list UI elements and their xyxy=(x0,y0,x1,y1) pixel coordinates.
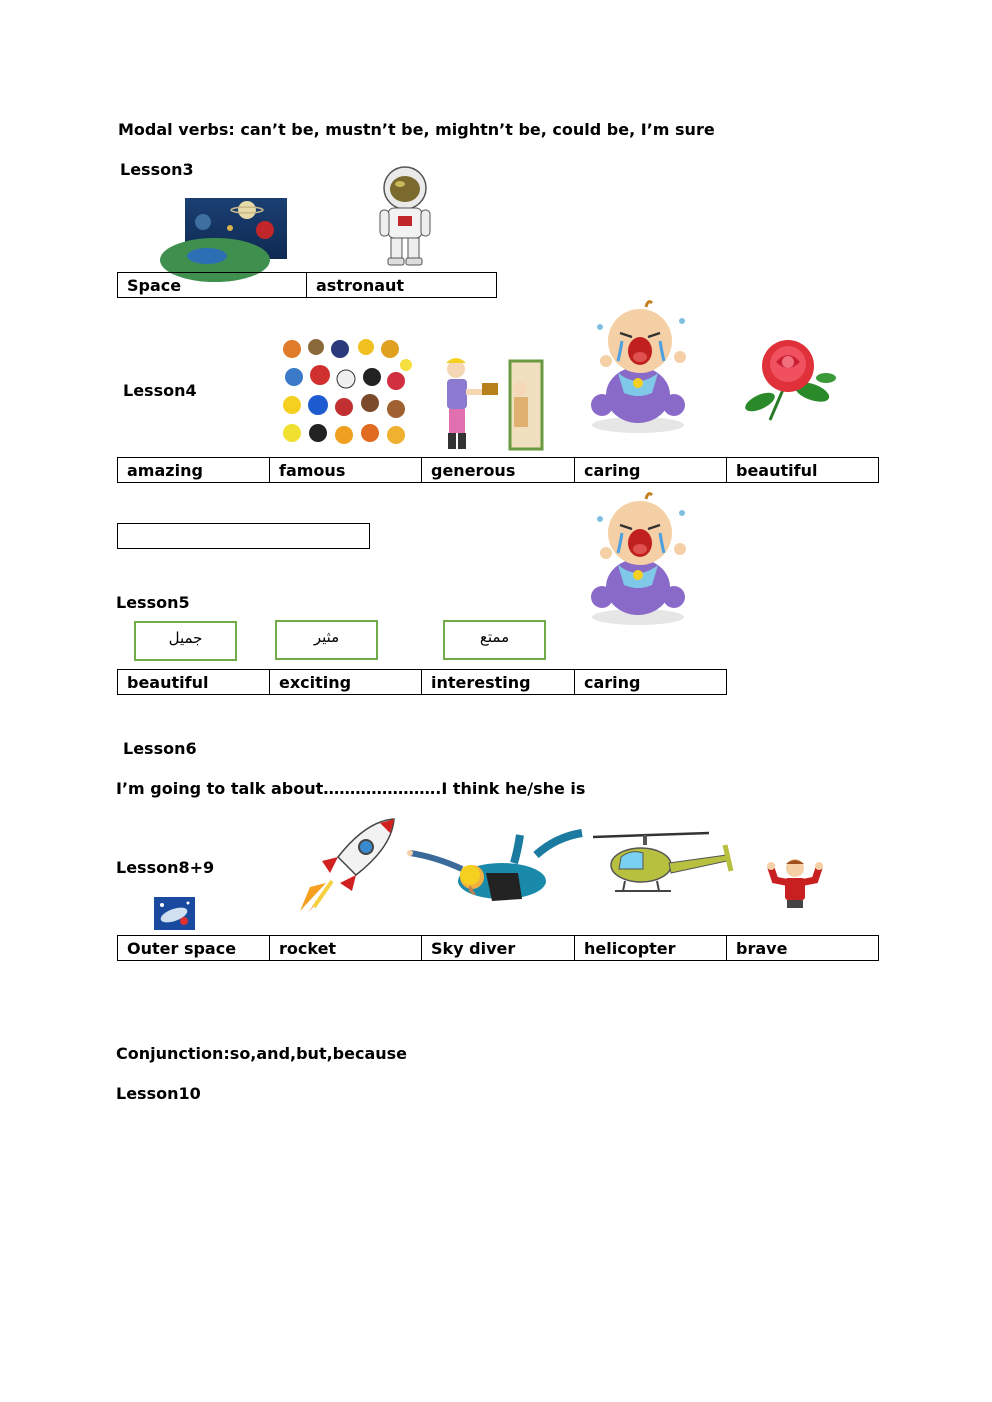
vocab-cell: rocket xyxy=(270,936,422,961)
lesson6-sentence: I’m going to talk about………………….I think he/she is xyxy=(116,779,586,798)
lesson89-vocab-table xyxy=(117,935,879,961)
empty-answer-box[interactable] xyxy=(117,523,370,549)
crying-baby-image xyxy=(588,297,694,435)
vocab-cell: beautiful xyxy=(118,670,270,695)
lesson3-vocab-table xyxy=(117,272,497,298)
vocab-cell: brave xyxy=(727,936,879,961)
lesson89-heading: Lesson8+9 xyxy=(116,858,215,877)
conjunction-heading: Conjunction:so,and,but,because xyxy=(116,1044,408,1063)
lesson3-heading: Lesson3 xyxy=(120,160,194,179)
outer-space-icon xyxy=(154,897,195,930)
lesson4-heading: Lesson4 xyxy=(123,381,197,400)
vocab-cell: astronaut xyxy=(307,273,497,298)
vocab-cell: caring xyxy=(575,670,727,695)
lesson6-heading: Lesson6 xyxy=(123,739,197,758)
vocab-cell: caring xyxy=(575,458,727,483)
lesson4-vocab-table xyxy=(117,457,879,483)
rocket-image xyxy=(296,817,398,915)
arabic-word-box: جميل xyxy=(134,621,237,661)
lesson10-heading: Lesson10 xyxy=(116,1084,201,1103)
sky-diver-image xyxy=(406,829,586,915)
astronaut-image xyxy=(378,166,432,266)
crying-baby-image xyxy=(588,489,694,627)
page-title: Modal verbs: can’t be, mustn’t be, mightn’t be, could be, I’m sure xyxy=(118,120,715,139)
vocab-cell: Space xyxy=(118,273,307,298)
lesson5-heading: Lesson5 xyxy=(116,593,190,612)
vocab-cell: famous xyxy=(270,458,422,483)
cartoon-characters-image xyxy=(278,337,413,449)
rose-image xyxy=(740,338,838,424)
vocab-cell: Outer space xyxy=(118,936,270,961)
vocab-cell: generous xyxy=(422,458,575,483)
vocab-cell: beautiful xyxy=(727,458,879,483)
vocab-cell: amazing xyxy=(118,458,270,483)
vocab-cell: Sky diver xyxy=(422,936,575,961)
brave-boy-image xyxy=(767,856,823,908)
vocab-cell: interesting xyxy=(422,670,575,695)
vocab-cell: exciting xyxy=(270,670,422,695)
helicopter-image xyxy=(591,831,741,895)
arabic-word-box: ممتع xyxy=(443,620,546,660)
lesson5-vocab-table xyxy=(117,669,727,695)
giving-gift-image xyxy=(440,355,546,453)
vocab-cell: helicopter xyxy=(575,936,727,961)
planets-image xyxy=(185,198,287,259)
arabic-word-box: مثير xyxy=(275,620,378,660)
